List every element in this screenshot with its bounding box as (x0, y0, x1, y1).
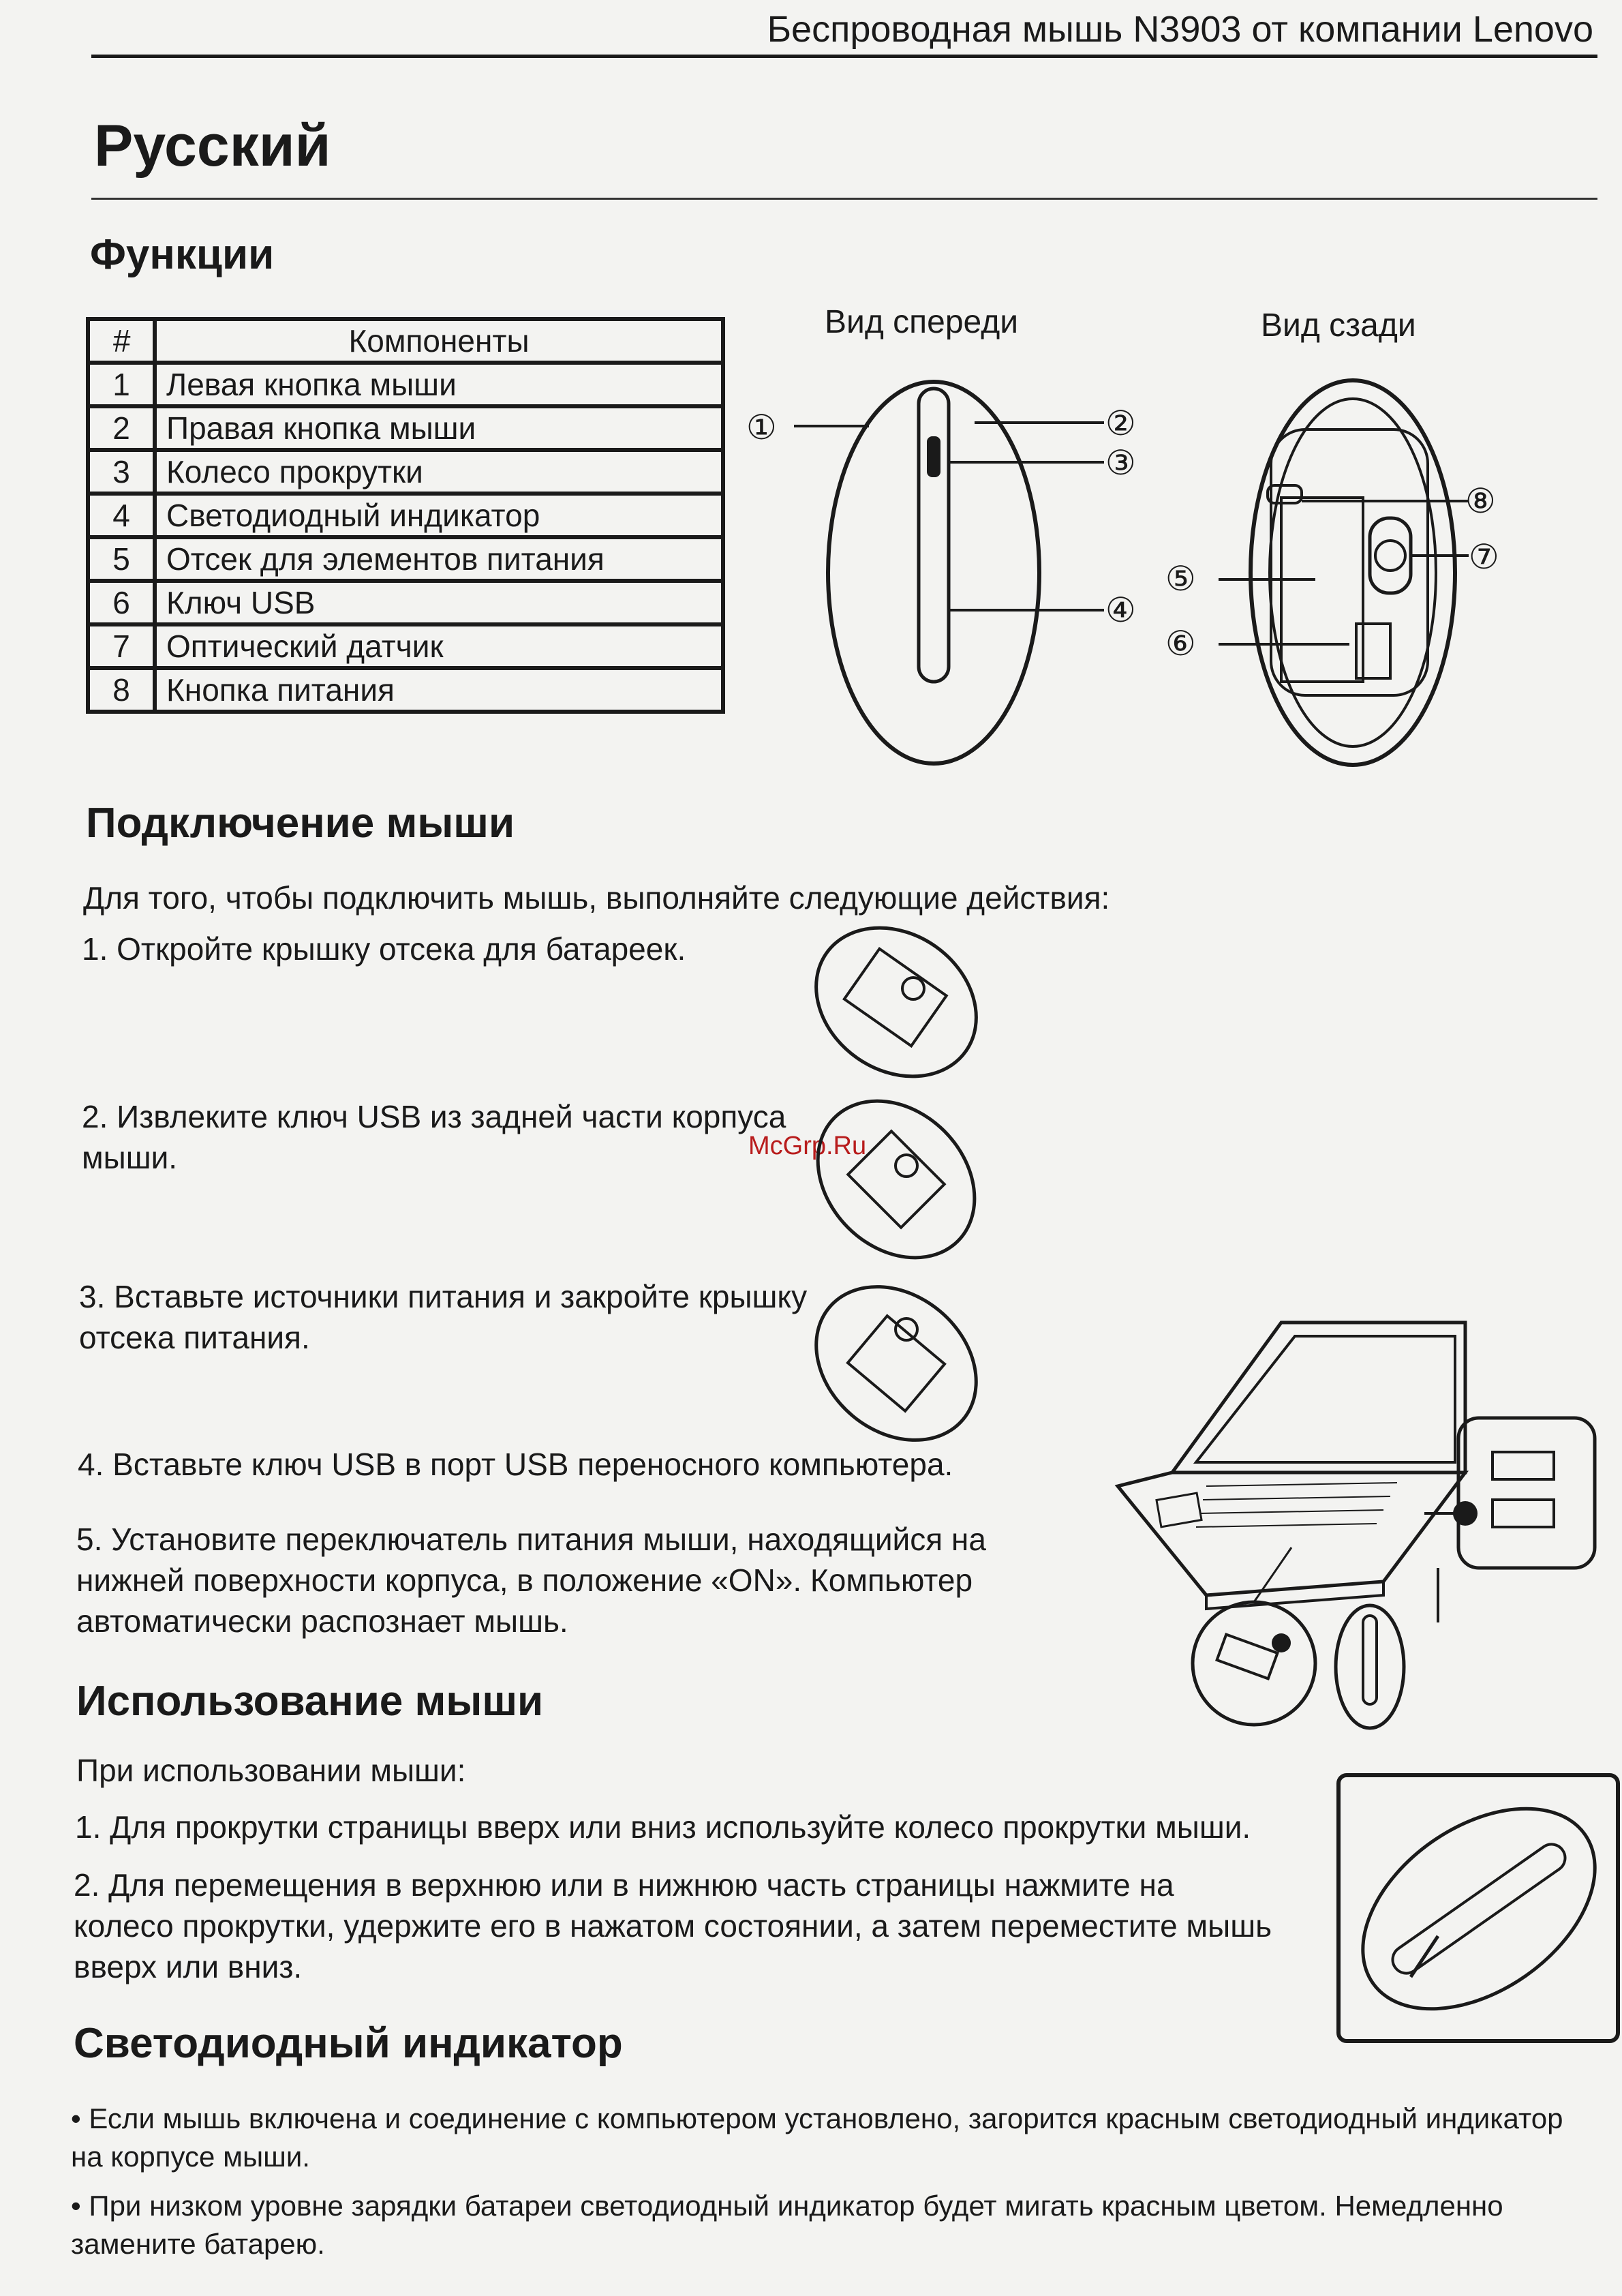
callout-4: ④ (1105, 590, 1136, 630)
components-table (86, 317, 725, 714)
table-header-name: Компоненты (155, 319, 723, 363)
row-num: 8 (88, 668, 155, 712)
step-text: Для прокрутки страницы вверх или вниз используйте колесо прокрутки мыши. (110, 1809, 1251, 1845)
callout-8: ⑧ (1465, 481, 1496, 521)
bullet-text: Если мышь включена и соединение с компьютером установлено, загорится красным светодиодный индикатор на корпусе мыши. (71, 2102, 1563, 2173)
step-text: Вставьте ключ USB в порт USB переносного компьютера. (112, 1447, 953, 1482)
led-bullet-1 (71, 2100, 1591, 2176)
table-row (88, 406, 723, 450)
mouse-rear-view-diagram (1220, 375, 1561, 784)
step1-mouse-illustration (804, 927, 995, 1084)
table-row (88, 581, 723, 624)
callout-5: ⑤ (1165, 559, 1196, 599)
page-header-title: Беспроводная мышь N3903 от компании Lenovo (767, 9, 1593, 50)
step2-mouse-illustration (804, 1094, 995, 1271)
table-row (88, 494, 723, 537)
connect-heading: Подключение мыши (86, 800, 515, 847)
header-rule (91, 55, 1597, 58)
usage-heading: Использование мыши (76, 1678, 544, 1725)
row-num: 7 (88, 624, 155, 668)
table-row (88, 537, 723, 581)
row-name: Светодиодный индикатор (155, 494, 723, 537)
callout-3: ③ (1105, 443, 1136, 483)
row-name: Колесо прокрутки (155, 450, 723, 494)
row-name: Правая кнопка мыши (155, 406, 723, 450)
connect-step-5 (76, 1519, 1085, 1642)
step-number: 5. (76, 1522, 103, 1557)
functions-heading: Функции (90, 231, 275, 278)
language-rule (91, 198, 1597, 200)
row-name: Оптический датчик (155, 624, 723, 668)
led-heading: Светодиодный индикатор (74, 2020, 623, 2067)
step-text: Вставьте источники питания и закройте крышку отсека питания. (79, 1279, 808, 1355)
front-view-label: Вид спереди (825, 304, 1019, 340)
language-title: Русский (94, 113, 331, 179)
table-row (88, 450, 723, 494)
table-row (88, 668, 723, 712)
table-row (88, 624, 723, 668)
step-number: 2. (74, 1867, 100, 1903)
step-text: Для перемещения в верхнюю или в нижнюю часть страницы нажмите на колесо прокрутки, удержите его в нажатом состоянии, а затем переместите мышь вверх или вниз. (74, 1867, 1272, 1984)
table-row (88, 363, 723, 406)
mouse-front-view-diagram (743, 368, 1152, 777)
row-num: 1 (88, 363, 155, 406)
callout-1: ① (746, 408, 777, 447)
row-num: 3 (88, 450, 155, 494)
rear-view-label: Вид сзади (1261, 307, 1416, 344)
row-name: Левая кнопка мыши (155, 363, 723, 406)
bullet-dot: • (71, 2190, 81, 2222)
led-bullet-2 (71, 2187, 1591, 2263)
step-text: Извлеките ключ USB из задней части корпуса мыши. (82, 1099, 786, 1175)
row-name: Отсек для элементов питания (155, 537, 723, 581)
step-text: Откройте крышку отсека для батареек. (117, 931, 686, 967)
step-number: 1. (75, 1809, 102, 1845)
step-number: 1. (82, 931, 108, 967)
step-number: 3. (79, 1279, 106, 1314)
scroll-wheel-illustration (1336, 1772, 1622, 2045)
connect-intro: Для того, чтобы подключить мышь, выполняйте следующие действия: (83, 880, 1110, 916)
laptop-usb-illustration (1111, 1309, 1602, 1732)
usage-intro: При использовании мыши: (76, 1753, 466, 1788)
step-text: Установите переключатель питания мыши, находящийся на нижней поверхности корпуса, в положение «ON». Компьютер автоматически распознает мышь. (76, 1522, 986, 1639)
watermark-text: McGrp.Ru (748, 1132, 867, 1160)
connect-step-2 (82, 1096, 818, 1178)
table-header-row (88, 319, 723, 363)
row-name: Ключ USB (155, 581, 723, 624)
callout-2: ② (1105, 404, 1136, 443)
step-number: 2. (82, 1099, 108, 1134)
step3-mouse-illustration (804, 1282, 995, 1452)
table-header-num: # (88, 319, 155, 363)
row-num: 2 (88, 406, 155, 450)
row-num: 6 (88, 581, 155, 624)
usage-step-2 (74, 1864, 1273, 1987)
bullet-dot: • (71, 2102, 81, 2134)
row-name: Кнопка питания (155, 668, 723, 712)
step-number: 4. (78, 1447, 104, 1482)
row-num: 4 (88, 494, 155, 537)
bullet-text: При низком уровне зарядки батареи светодиодный индикатор будет мигать красным цветом. Немедленно замените батарею. (71, 2190, 1503, 2260)
usage-step-1 (75, 1807, 1251, 1847)
callout-7: ⑦ (1469, 537, 1499, 577)
row-num: 5 (88, 537, 155, 581)
callout-6: ⑥ (1165, 624, 1196, 663)
connect-step-1 (82, 928, 804, 969)
connect-step-3 (79, 1276, 829, 1358)
